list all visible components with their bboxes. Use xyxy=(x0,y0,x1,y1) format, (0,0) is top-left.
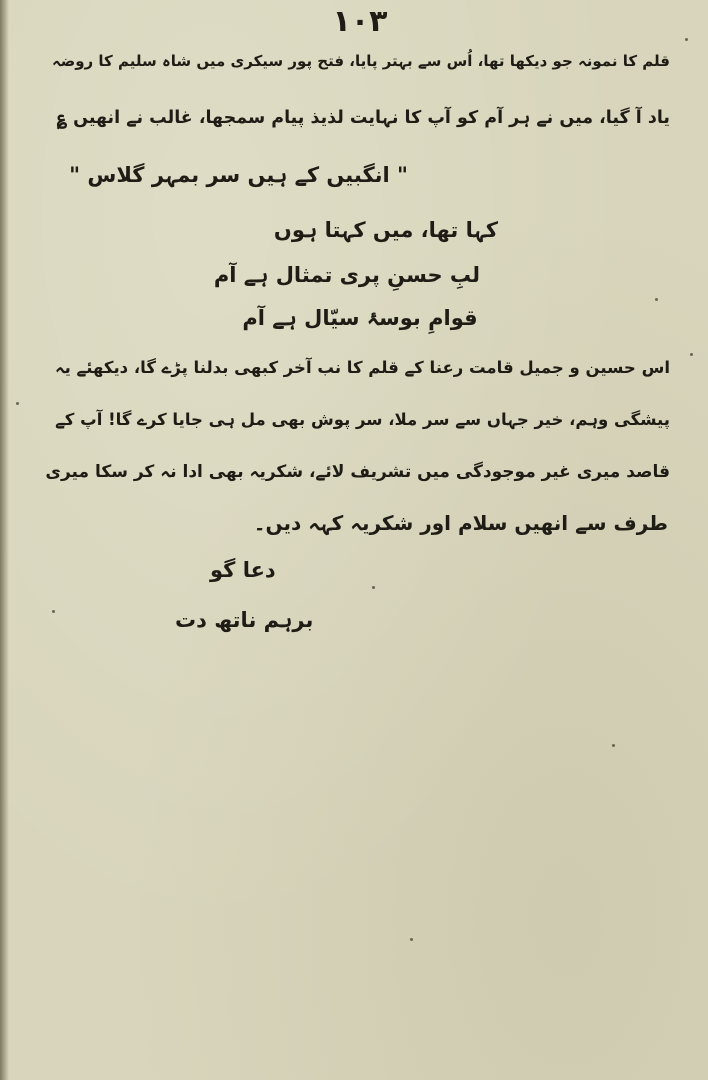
page-number: ۱۰۳ xyxy=(332,4,388,39)
letter-line-1: قلم کا نمونہ جو دیکھا تھا، اُس سے بہتر پایا، فتح پور سیکری میں شاہ سلیم کا روضہ xyxy=(51,52,670,70)
couplet-line-2: قوامِ بوسۂ سیّال ہے آم xyxy=(242,306,478,330)
letter-signature: برہم ناتھ دت xyxy=(175,608,314,632)
letter-closing: دعا گو xyxy=(210,558,276,582)
paper-speck xyxy=(16,402,19,405)
paper-speck xyxy=(612,744,615,747)
letter-quote-line: " انگبیں کے ہیں سر بمہر گلاس " xyxy=(69,163,408,187)
letter-line-2: یاد آ گیا، میں نے ہر آم کو آپ کا نہایت لذیذ پیام سمجھا، غالب نے انھیں ؏ xyxy=(56,108,670,128)
paper-speck xyxy=(655,298,658,301)
couplet-line-1: لبِ حسنِ پری تمثال ہے آم xyxy=(213,263,480,287)
page-binding-edge xyxy=(0,0,9,1080)
letter-line-7: قاصد میری غیر موجودگی میں تشریف لائے، شکریہ بھی ادا نہ کر سکا میری xyxy=(45,462,670,482)
paper-speck xyxy=(52,610,55,613)
paper-speck xyxy=(685,38,688,41)
letter-line-4: کہا تھا، میں کہتا ہوں xyxy=(273,218,498,242)
paper-speck xyxy=(410,938,413,941)
paper-speck xyxy=(372,586,375,589)
letter-line-5: اس حسین و جمیل قامت رعنا کے قلم کا نب آخر کبھی بدلنا پڑے گا، دیکھئے یہ xyxy=(54,358,670,377)
letter-line-6: پیشگی وہم، خیر جہاں سے سر ملا، سر پوش بھی مل ہی جایا کرے گا! آپ کے xyxy=(55,410,670,429)
letter-line-8: طرف سے انھیں سلام اور شکریہ کہہ دیں۔ xyxy=(253,511,668,535)
paper-speck xyxy=(690,353,693,356)
